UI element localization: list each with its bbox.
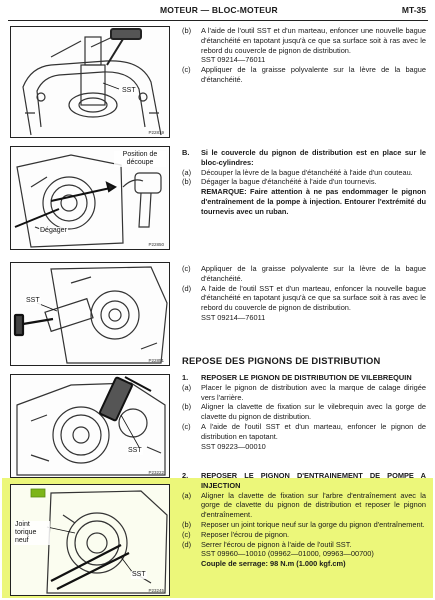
header-page-number: MT-35 — [401, 5, 426, 15]
instructions-block-2 — [182, 148, 426, 217]
figure-id: P23222 — [148, 470, 164, 475]
item-text: Dégager la bague d'étanchéité à l'aide d'un tournevis. — [201, 177, 377, 187]
list-item — [182, 422, 426, 442]
figure-pump-gear-install — [10, 484, 170, 596]
figure-label-sst: SST — [132, 571, 146, 578]
section-title: REPOSE DES PIGNONS DE DISTRIBUTION — [182, 355, 381, 366]
step-number: 2. — [182, 471, 189, 480]
item-text: Aligner la clavette de fixation sur l'arbre d'entraînement avec la gorge de clavette du pignon de distribution et reposer le pignon d'entraînement. — [201, 490, 426, 520]
list-item — [182, 383, 426, 403]
figure-seal-cutting — [10, 146, 170, 250]
item-text: Appliquer de la graisse polyvalente sur la lèvre de la bague d'étanchéité. — [201, 65, 426, 84]
figure-illustration — [11, 375, 170, 478]
sst-reference: SST 09214—76011 — [201, 312, 266, 322]
item-text: Aligner la clavette de fixation sur le vilebrequin avec la gorge de clavette du pignon de distribution. — [201, 402, 426, 422]
figure-illustration — [11, 27, 170, 138]
item-text: Appliquer de la graisse polyvalente sur la lèvre de la bague d'étanchéité. — [201, 264, 426, 283]
item-text: Reposer l'écrou de pignon. — [201, 529, 290, 539]
step-number: 1. — [182, 373, 189, 382]
item-text: Découper la lèvre de la bague d'étanchéité à l'aide d'un couteau. — [201, 167, 413, 177]
torque-spec: Couple de serrage: 98 N.m (1.000 kgf.cm) — [201, 559, 346, 569]
item-marker: (d) — [182, 283, 192, 293]
figure-label-sst: SST — [122, 87, 136, 94]
step-1 — [182, 373, 426, 451]
list-heading — [182, 148, 426, 168]
item-text: A l'aide de l'outil SST et d'un marteau, enfoncer le pignon de distribution en tapotant. — [201, 421, 426, 441]
list-item — [182, 168, 426, 178]
list-item — [182, 26, 426, 55]
list-item — [182, 402, 426, 422]
remark-note: REMARQUE: Faire attention à ne pas endommager le pignon d'entraînement de la pompe à injection. Entourer l'extrémité du tournevis avec un ruban. — [201, 187, 426, 216]
item-marker: (c) — [182, 65, 191, 75]
item-marker: (a) — [182, 490, 192, 500]
figure-label-sst: SST — [26, 297, 40, 304]
item-marker: (b) — [182, 26, 192, 35]
page-header — [0, 0, 435, 22]
sst-reference: SST 09214—76011 — [201, 55, 266, 65]
figure-id: P22851 — [148, 358, 164, 363]
figure-seal-install-block — [10, 262, 170, 366]
figure-id: P22850 — [148, 242, 164, 247]
figure-label-pry: Dégager — [40, 227, 67, 234]
list-item — [182, 65, 426, 85]
figure-label-cut-position: Position de découpe — [114, 151, 166, 167]
item-text: A l'aide de l'outil SST et d'un marteau, enfoncer une nouvelle bague d'étanchéité en tapotant jusqu'à ce que sa surface soit à ras avec le rebord du couvercle de pignon de distribution. — [201, 26, 426, 55]
item-marker: B. — [182, 148, 190, 157]
item-marker: (b) — [182, 519, 192, 529]
item-marker: (d) — [182, 539, 192, 549]
list-item — [182, 540, 426, 550]
list-item — [182, 530, 426, 540]
sst-reference: SST 09960—10010 (09962—01000, 09963—00700) — [201, 549, 374, 559]
item-marker: (a) — [182, 382, 192, 392]
instructions-block-3 — [182, 264, 426, 323]
header-rule — [8, 20, 428, 21]
sst-reference: SST 09223—00010 — [201, 441, 266, 451]
step-heading — [182, 471, 426, 491]
figure-illustration — [11, 263, 170, 366]
item-marker: (b) — [182, 402, 192, 412]
item-text: Serrer l'écrou de pignon à l'aide de l'outil SST. — [201, 539, 352, 549]
step-title: REPOSER LE PIGNON DE DISTRIBUTION DE VILEBREQUIN — [201, 373, 412, 382]
item-text: Placer le pignon de distribution avec la marque de calage dirigée vers l'arrière. — [201, 382, 426, 402]
item-marker: (c) — [182, 421, 191, 431]
list-item — [182, 264, 426, 284]
item-text: Reposer un joint torique neuf sur la gorge du pignon d'entraînement. — [201, 519, 425, 529]
list-item — [182, 520, 426, 530]
item-text: A l'aide de l'outil SST et d'un marteau, enfoncer la nouvelle bague d'étanchéité en tapotant jusqu'à ce que sa surface soit à ras avec le rebord du couvercle de pignon de distribution. — [201, 283, 426, 313]
figure-seal-install-cover — [10, 26, 170, 138]
item-marker: (c) — [182, 264, 191, 273]
step-title: REPOSER LE PIGNON D'ENTRAINEMENT DE POMPE A INJECTION — [201, 471, 426, 490]
step-2 — [182, 471, 426, 569]
item-marker: (b) — [182, 177, 192, 187]
item-marker: (c) — [182, 529, 191, 539]
figure-crank-gear-install — [10, 374, 170, 478]
figure-id: P23245 — [148, 588, 164, 593]
list-item — [182, 491, 426, 520]
instructions-block-1 — [182, 26, 426, 85]
figure-id: P22819 — [148, 130, 164, 135]
figure-label-new-o-ring: Joint torique neuf — [14, 521, 50, 545]
figure-label-sst: SST — [128, 447, 142, 454]
list-item — [182, 177, 426, 187]
item-marker: (a) — [182, 167, 192, 177]
step-heading — [182, 373, 426, 383]
list-item — [182, 284, 426, 313]
header-section-title: MOTEUR — BLOC-MOTEUR — [160, 5, 278, 15]
item-text: Si le couvercle du pignon de distribution est en place sur le bloc-cylindres: — [201, 148, 426, 167]
